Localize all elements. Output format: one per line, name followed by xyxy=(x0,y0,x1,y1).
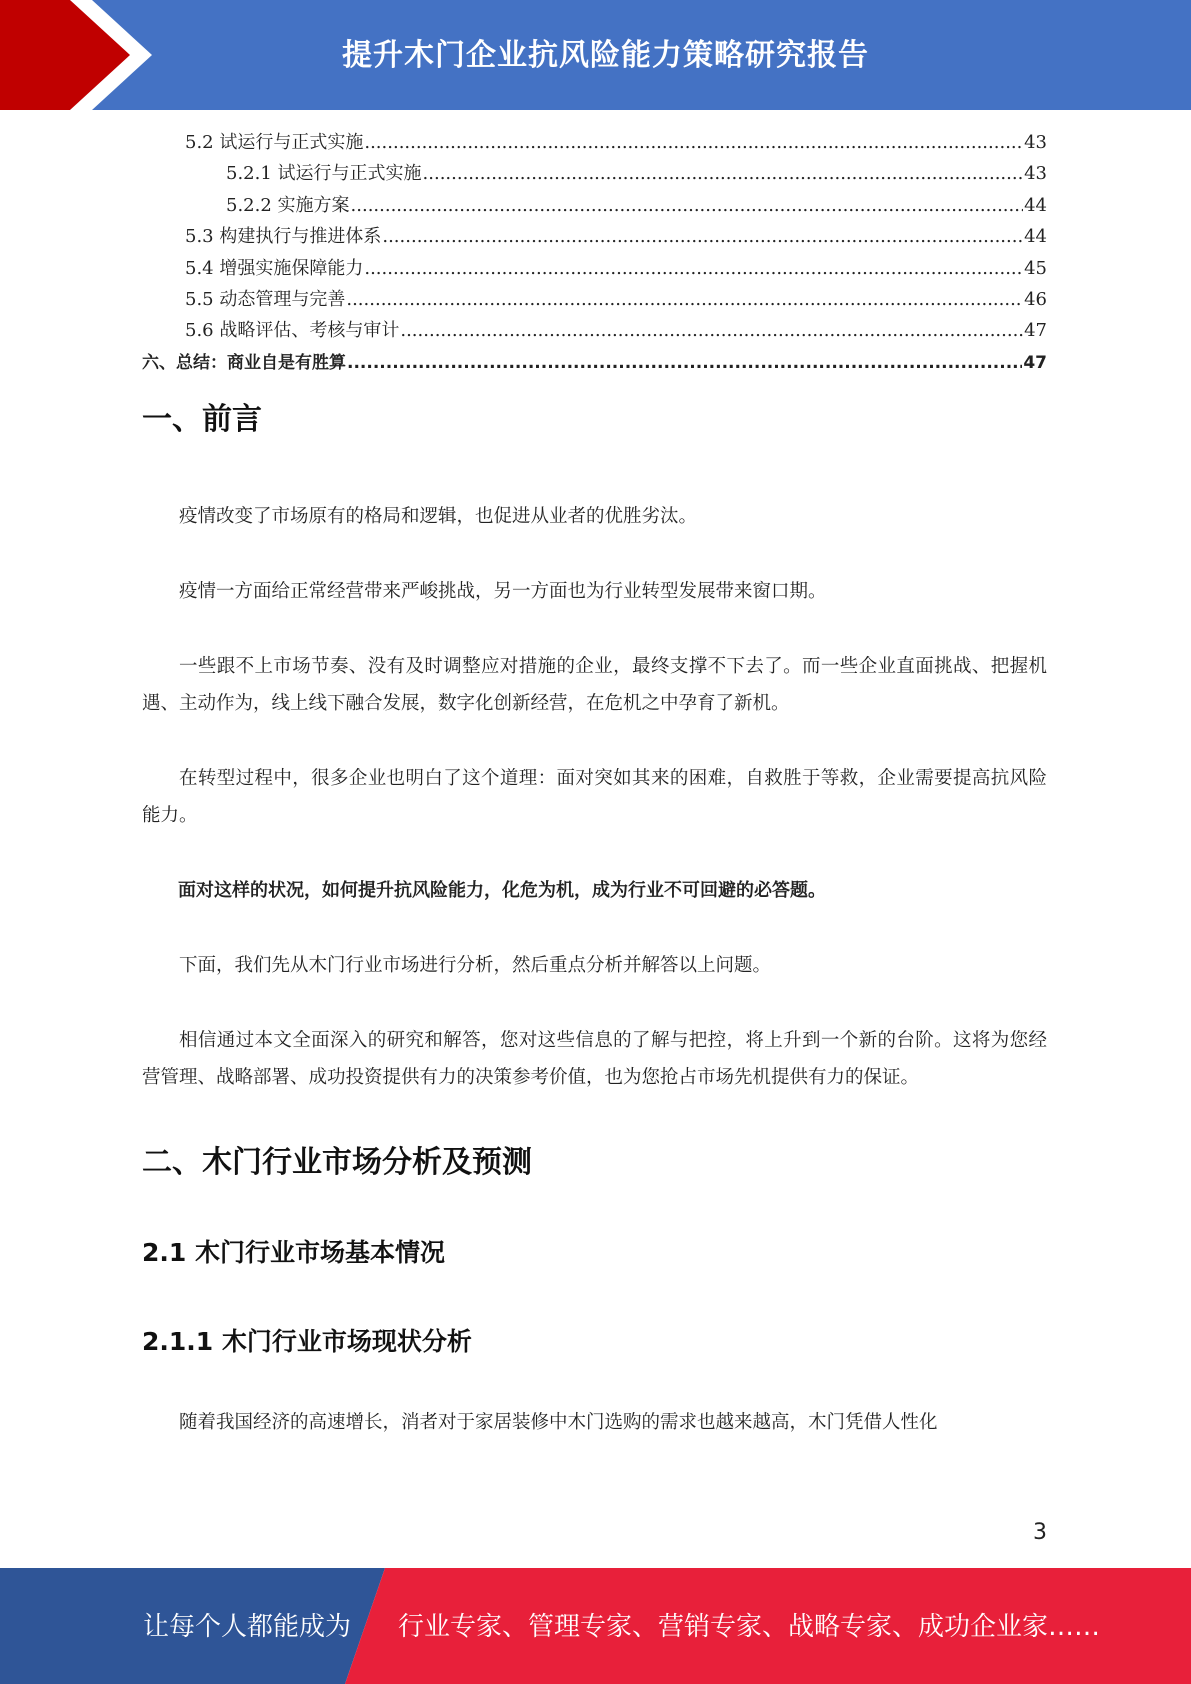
toc-entry-page: 47 xyxy=(1024,320,1047,342)
toc-leader-dots xyxy=(382,226,1023,247)
header-band xyxy=(0,0,1191,110)
section-heading-market-analysis: 二、木门行业市场分析及预测 xyxy=(142,1145,532,1180)
paragraph: 随着我国经济的高速增长，消者对于家居装修中木门选购的需求也越来越高，木门凭借人性化 xyxy=(179,1412,938,1433)
toc-entry-label: 5.6 战略评估、考核与审计 xyxy=(185,320,400,342)
toc-leader-dots xyxy=(347,353,1022,373)
toc-leader-dots xyxy=(423,163,1024,184)
main-content xyxy=(142,402,1047,1441)
footer-band xyxy=(0,1568,1191,1684)
paragraph-emphasis: 面对这样的状况，如何提升抗风险能力，化危为机，成为行业不可回避的必答题。 xyxy=(178,880,826,901)
paragraph: 疫情一方面给正常经营带来严峻挑战，另一方面也为行业转型发展带来窗口期。 xyxy=(179,581,827,602)
toc-entry[interactable] xyxy=(142,254,1047,285)
toc-entry-page: 47 xyxy=(1023,352,1047,373)
toc-entry-page: 44 xyxy=(1024,194,1047,216)
toc-entry-label: 5.3 构建执行与推进体系 xyxy=(185,226,382,248)
toc-entry[interactable] xyxy=(142,191,1047,222)
paragraph: 一些跟不上市场节奏、没有及时调整应对措施的企业，最终支撑不下去了。而一些企业直面挑战、把握机遇、主动作为，线上线下融合发展，数字化创新经营，在危机之中孕育了新机。 xyxy=(142,656,1047,714)
toc-leader-dots xyxy=(400,320,1023,341)
paragraph: 在转型过程中，很多企业也明白了这个道理：面对突如其来的困难，自救胜于等救，企业需要提高抗风险能力。 xyxy=(142,768,1047,826)
toc-entry-label: 5.4 增强实施保障能力 xyxy=(185,257,364,279)
toc-entry-page: 43 xyxy=(1024,163,1047,185)
footer-slogan-right: 行业专家、管理专家、营销专家、战略专家、成功企业家…… xyxy=(398,1612,1101,1642)
toc-leader-dots xyxy=(364,258,1023,279)
toc-entry-page: 43 xyxy=(1024,132,1047,153)
toc-entry[interactable] xyxy=(142,348,1047,379)
toc-entry[interactable] xyxy=(142,222,1047,253)
section-heading-preface: 一、前言 xyxy=(142,402,262,437)
subsection-heading-status-analysis: 2.1.1 木门行业市场现状分析 xyxy=(142,1327,472,1356)
toc-entry[interactable] xyxy=(142,285,1047,316)
footer-slogan-left: 让每个人都能成为 xyxy=(143,1612,352,1642)
toc-entry-label: 5.2.2 实施方案 xyxy=(226,194,350,216)
toc-entry-label: 5.2 试运行与正式实施 xyxy=(185,132,364,153)
toc-entry-label: 5.5 动态管理与完善 xyxy=(185,288,346,310)
toc-entry-page: 45 xyxy=(1024,257,1047,279)
subsection-heading-basic-situation: 2.1 木门行业市场基本情况 xyxy=(142,1238,445,1267)
toc-leader-dots xyxy=(364,132,1023,153)
toc-entry-label: 六、总结：商业自是有胜算 xyxy=(142,352,346,373)
toc-entry[interactable] xyxy=(142,159,1047,190)
toc-entry-label: 5.2.1 试运行与正式实施 xyxy=(226,163,422,185)
paragraph: 疫情改变了市场原有的格局和逻辑，也促进从业者的优胜劣汰。 xyxy=(179,506,698,527)
toc-entry-page: 44 xyxy=(1024,226,1047,248)
toc-leader-dots xyxy=(351,195,1024,216)
paragraph: 下面，我们先从木门行业市场进行分析，然后重点分析并解答以上问题。 xyxy=(179,955,772,976)
toc-entry-page: 46 xyxy=(1024,288,1047,310)
toc-entry[interactable] xyxy=(142,316,1047,347)
table-of-contents xyxy=(142,128,1047,379)
toc-entry[interactable] xyxy=(142,128,1047,159)
toc-leader-dots xyxy=(346,289,1023,310)
page-number: 3 xyxy=(1033,1520,1047,1545)
paragraph: 相信通过本文全面深入的研究和解答，您对这些信息的了解与把控，将上升到一个新的台阶。这将为您经营管理、战略部署、成功投资提供有力的决策参考价值，也为您抢占市场先机提供有力的保证。 xyxy=(142,1030,1047,1088)
header-title: 提升木门企业抗风险能力策略研究报告 xyxy=(342,38,869,73)
